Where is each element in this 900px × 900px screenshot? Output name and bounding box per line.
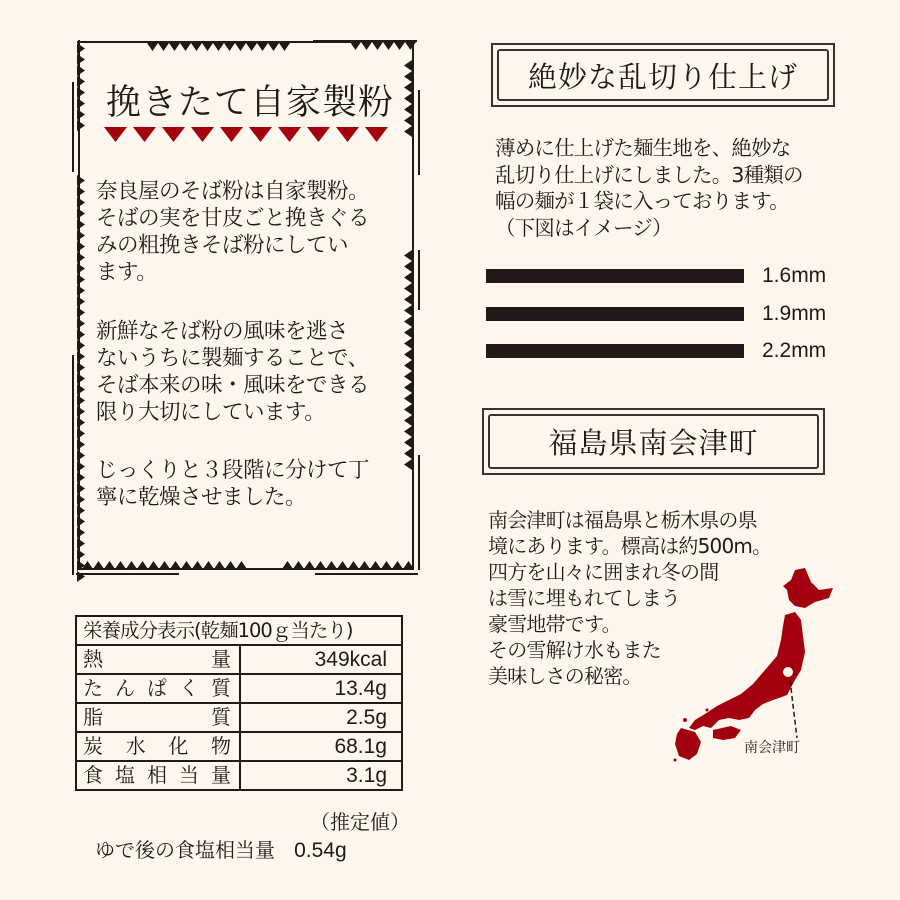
nutrient-label: 炭水化物 bbox=[76, 732, 240, 761]
nutrition-header-row bbox=[76, 616, 402, 645]
noodle-section-title: 絶妙な乱切り仕上げ bbox=[497, 49, 829, 101]
nutrient-value: 3.1g bbox=[240, 761, 402, 790]
table-row bbox=[76, 732, 402, 761]
table-row bbox=[76, 761, 402, 790]
milling-section-title: 挽きたて自家製粉 bbox=[105, 83, 394, 123]
milling-paragraph-3: じっくりと３段階に分けて丁 寧に乾燥させました。 bbox=[96, 458, 370, 510]
noodle-bar-icon bbox=[486, 307, 744, 321]
noodle-width-row bbox=[486, 264, 826, 288]
noodle-description: 薄めに仕上げた麺生地を、絶妙な 乱切り仕上げにしました。3種類の 幅の麺が１袋に入っております。 （下図はイメージ） bbox=[495, 136, 803, 240]
noodle-title-box bbox=[491, 43, 835, 107]
estimate-note: （推定値） bbox=[310, 810, 410, 834]
noodle-width-label: 2.2mm bbox=[762, 339, 827, 362]
milling-paragraph-1: 奈良屋のそば粉は自家製粉。 そばの実を甘皮ごと挽きぐる みの粗挽きそば粉にしてい ます。 bbox=[96, 179, 370, 285]
nutrient-label: 脂質 bbox=[76, 703, 240, 732]
noodle-width-label: 1.9mm bbox=[762, 302, 827, 325]
nutrient-label: たんぱく質 bbox=[76, 674, 240, 703]
noodle-bar-icon bbox=[486, 344, 744, 358]
nutrient-value: 349kcal bbox=[240, 645, 402, 674]
region-section-title: 福島県南会津町 bbox=[488, 414, 819, 469]
location-dot-icon bbox=[783, 667, 793, 677]
nutrient-value: 68.1g bbox=[240, 732, 402, 761]
after-boil-label: ゆで後の食塩相当量 bbox=[95, 838, 275, 862]
noodle-width-row bbox=[486, 339, 826, 363]
table-row bbox=[76, 703, 402, 732]
after-boil-value: 0.54g bbox=[294, 839, 347, 862]
map-location-label: 南会津町 bbox=[744, 740, 800, 756]
nutrient-label: 食塩相当量 bbox=[76, 761, 240, 790]
region-description: 南会津町は福島県と栃木県の県 境にあります。標高は約500m。 四方を山々に囲まれ冬の間 は雪に埋もれてしまう 豪雪地帯です。 その雪解け水もまた 美味しさの秘密。 bbox=[488, 508, 772, 688]
nutrition-table bbox=[75, 615, 403, 791]
zigzag-bottom-left bbox=[82, 561, 247, 569]
milling-paragraph-2: 新鮮なそば粉の風味を逃さ ないうちに製麺することで、 そば本来の味・風味をできる 限り大切にしています。 bbox=[96, 319, 370, 425]
red-triangle-row-icon bbox=[104, 127, 388, 142]
nutrient-value: 13.4g bbox=[240, 674, 402, 703]
noodle-bar-icon bbox=[486, 269, 744, 283]
noodle-width-row bbox=[486, 302, 826, 326]
after-boil-salt bbox=[95, 834, 347, 863]
zigzag-top-right bbox=[350, 42, 416, 50]
table-row bbox=[76, 645, 402, 674]
region-title-box bbox=[482, 408, 825, 475]
noodle-width-label: 1.6mm bbox=[762, 264, 827, 287]
zigzag-bottom-right bbox=[282, 561, 414, 569]
nutrient-value: 2.5g bbox=[240, 703, 402, 732]
zigzag-top-left bbox=[147, 43, 290, 51]
nutrient-label: 熱量 bbox=[76, 645, 240, 674]
table-row bbox=[76, 674, 402, 703]
nutrition-header: 栄養成分表示(乾麺100ｇ当たり) bbox=[76, 616, 402, 645]
